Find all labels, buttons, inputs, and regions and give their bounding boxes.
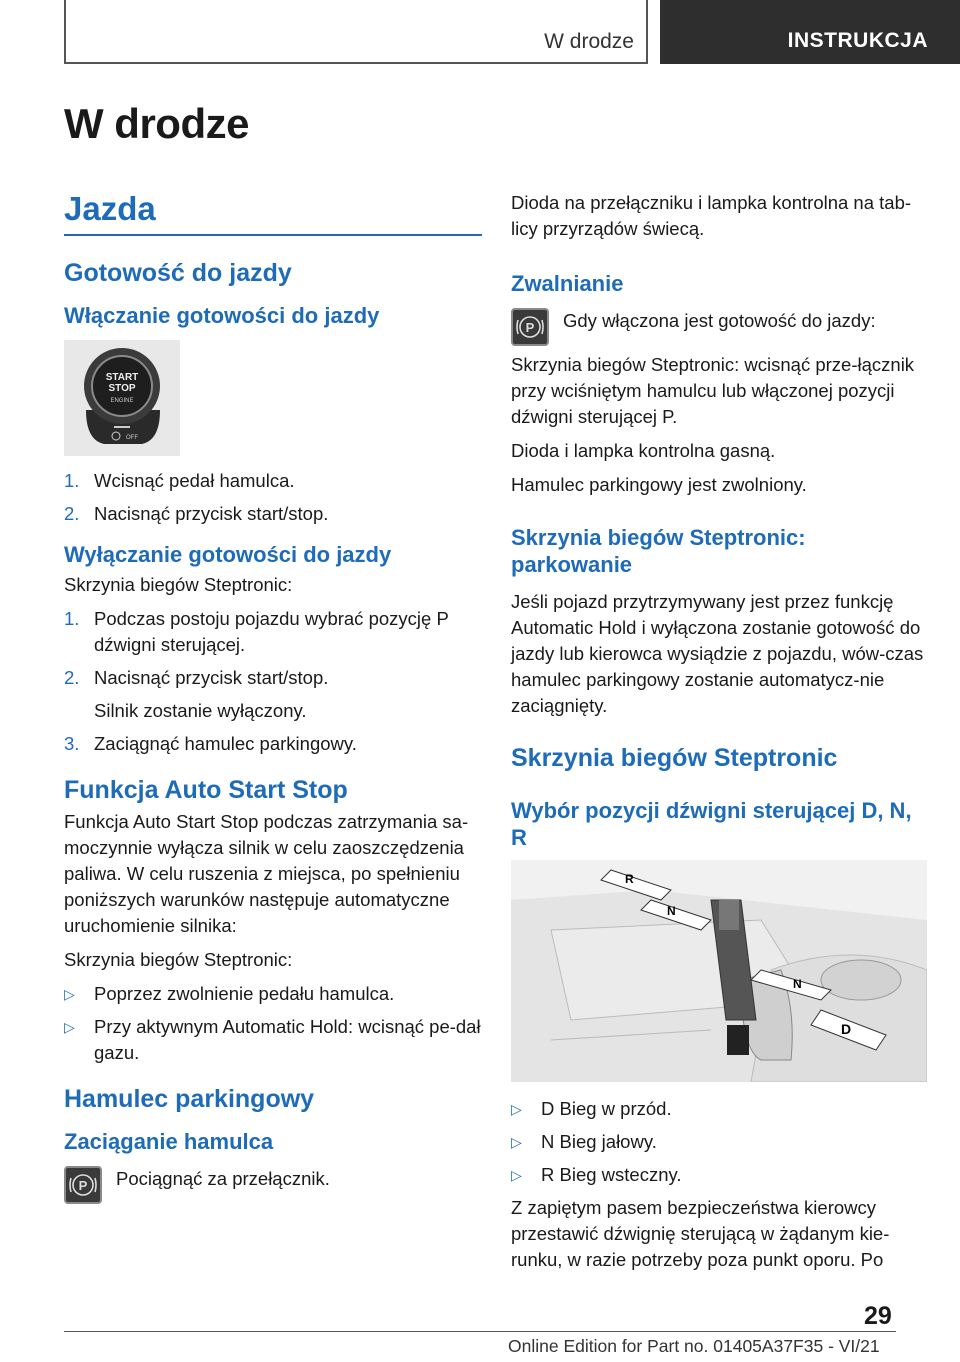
gear-bullets [511,1096,927,1188]
auto-bullets [64,981,482,1066]
wylaczanie-steps [64,606,482,691]
zwalnianie-row [511,308,927,346]
start-stop-button-icon [64,340,180,456]
engine-label: ENGINE [110,397,134,404]
step-text: Zaciągnąć hamulec parkingowy. [94,733,357,754]
parking-brake-icon [511,308,549,346]
list-item [64,501,482,527]
gear-label-r: R [625,871,634,886]
list-item [64,468,482,494]
heading-jazda: Jazda [64,190,156,227]
right-column [511,190,927,1281]
step-number: 1. [64,469,80,491]
gear-selector-image [511,860,927,1082]
gear-label-n2: N [793,976,802,991]
wlaczanie-steps [64,468,482,527]
final-paragraph: Z zapiętym pasem bezpieczeństwa kierowcy przestawić dźwignię sterującą w żądanym kie-runku, w razie potrzeby poza punkt oporu. Po [511,1196,890,1270]
list-item [511,1162,927,1188]
left-column [64,190,482,1210]
zaciaganie-text: Pociągnąć za przełącznik. [116,1167,330,1189]
heading-hamulec: Hamulec parkingowy [64,1085,315,1113]
heading-zaciaganie: Zaciąganie hamulca [64,1129,274,1154]
step-text: Nacisnąć przycisk start/stop. [94,667,329,688]
auto-paragraph: Funkcja Auto Start Stop podczas zatrzymania sa-moczynnie wyłącza silnik w celu zaoszczędzenia paliwa. W celu ruszenia z miejsca, po spełnieniu poniższych warunków następuje automatyczne uruchomienie silnika: [64,811,469,936]
step-note: Silnik zostanie wyłączony. [94,700,307,721]
dioda-paragraph: Dioda na przełączniku i lampka kontrolna na tab-licy przyrządów świecą. [511,192,912,239]
list-item [64,665,482,691]
triangle-bullet-icon: ▷ [64,1019,75,1035]
heading-wlaczanie: Włączanie gotowości do jazdy [64,303,380,328]
zwalnianie-zwolniony: Hamulec parkingowy jest zwolniony. [511,473,807,495]
heading-gotowosc: Gotowość do jazdy [64,259,292,287]
stop-label: STOP [108,382,136,394]
zwalnianie-intro: Gdy włączona jest gotowość do jazdy: [563,309,876,331]
bullet-text: N Bieg jałowy. [541,1130,657,1152]
parkowanie-paragraph: Jeśli pojazd przytrzymywany jest przez funkcję Automatic Hold i wyłączona zostanie gotowość do jazdy lub kierowca wysiądzie z pojazdu, wów-czas hamulec parkingowy zostanie automatycz-nie zaciągnięty. [511,590,924,716]
start-stop-button-image [64,340,180,456]
off-label: OFF [126,434,138,441]
triangle-bullet-icon: ▷ [511,1166,522,1183]
bullet-text: R Bieg wsteczny. [541,1163,682,1185]
zwalnianie-paragraph: Skrzynia biegów Steptronic: wcisnąć prze-łącznik przy wciśniętym hamulcu lub włączonej pozycji dźwigni sterującej P. [511,353,915,427]
heading-steptronic: Skrzynia biegów Steptronic [511,743,838,772]
steptronic-label: Skrzynia biegów Steptronic: [64,574,293,595]
header-tab[interactable] [660,0,960,64]
parking-brake-icon [64,1166,102,1204]
footer-rule [64,1331,896,1332]
list-item [64,606,482,658]
list-item [64,1014,482,1066]
step-number: 1. [64,608,80,629]
wylaczanie-steps-cont [64,731,482,757]
list-item [511,1096,927,1122]
auto-steptronic-label: Skrzynia biegów Steptronic: [64,949,293,970]
gear-label-d: D [841,1020,852,1037]
zaciaganie-row [64,1166,482,1204]
step-number: 2. [64,502,80,524]
svg-text:P: P [525,319,535,335]
heading-parkowanie: Skrzynia biegów Steptronic: parkowanie [511,524,806,577]
triangle-bullet-icon: ▷ [511,1133,522,1150]
heading-rule [64,234,482,236]
page-number: 29 [864,1302,892,1330]
list-item [511,1129,927,1155]
zwalnianie-gasna: Dioda i lampka kontrolna gasną. [511,439,776,461]
step-number: 3. [64,733,80,754]
header-tab-label: INSTRUKCJA [787,29,928,52]
step-text: Nacisnąć przycisk start/stop. [94,502,329,524]
bullet-text: Przy aktywnym Automatic Hold: wcisnąć pe-dał gazu. [94,1016,481,1063]
step-text: Podczas postoju pojazdu wybrać pozycję P dźwigni sterującej. [94,608,449,655]
header-section-box [64,0,648,64]
heading-auto-start-stop: Funkcja Auto Start Stop [64,776,348,804]
triangle-bullet-icon: ▷ [511,1100,522,1117]
heading-zwalnianie: Zwalnianie [511,271,624,296]
gear-label-n1: N [667,903,676,918]
page-title: W drodze [64,100,249,147]
gear-selector-icon [511,860,927,1082]
bullet-text: D Bieg w przód. [541,1097,672,1119]
triangle-bullet-icon: ▷ [64,986,75,1002]
list-item [64,731,482,757]
list-item [64,981,482,1007]
header-section-title: W drodze [544,30,634,53]
start-label: START [105,371,139,383]
svg-text:P: P [78,1177,88,1193]
step-number: 2. [64,667,80,688]
heading-wylaczanie: Wyłączanie gotowości do jazdy [64,541,392,567]
bullet-text: Poprzez zwolnienie pedału hamulca. [94,983,395,1004]
footer-edition: Online Edition for Part no. 01405A37F35 - VI/21 [508,1336,880,1356]
heading-wybor: Wybór pozycji dźwigni sterującej D, N, R [511,797,912,850]
step-text: Wcisnąć pedał hamulca. [94,469,295,491]
